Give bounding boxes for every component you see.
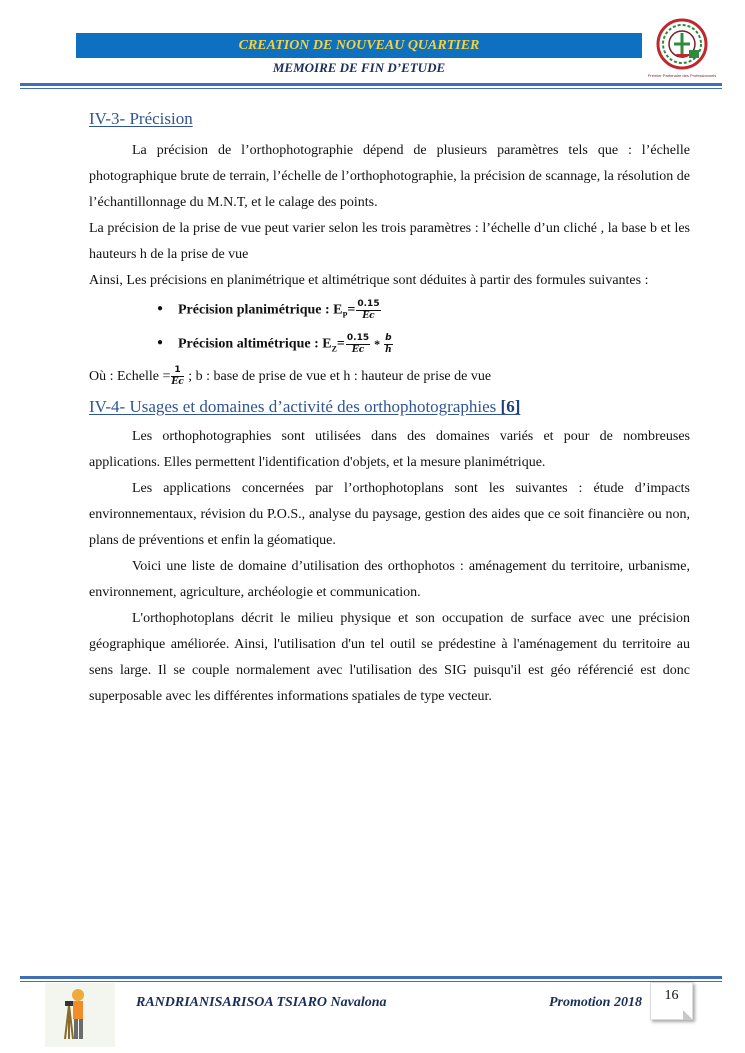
formula-operator: * (374, 337, 381, 351)
formula-label: Précision altimétrique : E (178, 336, 332, 352)
paragraph: La précision de la prise de vue peut varier selon les trois paramètres : l’échelle d’un cliché , la base b et les hauteurs h de la prise de vue (89, 221, 690, 262)
formula-fraction: $\frac{0.15}{Ec}$ (346, 333, 370, 355)
formula-planimetric (89, 294, 690, 326)
bullet-icon: ● (157, 337, 164, 348)
page-fold-icon (683, 1010, 693, 1020)
formula-fraction-bh: $\frac{b}{h}$ (385, 333, 392, 355)
footer-rule-thin (20, 981, 722, 982)
institution-logo-icon (640, 14, 724, 78)
formula-altimetric (89, 328, 690, 360)
header-rule (20, 83, 722, 86)
paragraph: Les orthophotographies sont utilisées dans des domaines variés et pour de nombreuses applications. Elles permettent l'identification d'objets, et la mesure planimétrique. (89, 429, 690, 470)
header-title-bar (76, 33, 642, 58)
footer-rule (20, 976, 722, 979)
citation-ref: [6] (500, 397, 521, 416)
legend-fraction: $\frac{1}{Ec}$ (171, 365, 184, 388)
paragraph: L'orthophotoplans décrit le milieu physique et son occupation de surface avec une précision géographique améliorée. Ainsi, l'utilisation d'un tel outil se prédestine à l'aménagement du territoire au sens large. Il se couple normalement avec l'utilisation des SIG puisqu'il est géo référencié est donc superposable avec les différentes informations spatiales de type vecteur. (89, 611, 690, 704)
paragraph: Les applications concernées par l’orthophotoplans sont les suivantes : étude d’impacts environnementaux, révision du P.O.S., analyse du paysage, gestion des aides que ce soit financière ou non, plans de préventions et enfin la géomatique. (89, 481, 690, 548)
header-subtitle: MEMOIRE DE FIN D’ETUDE (272, 60, 446, 75)
main-content (89, 108, 690, 710)
bullet-icon: ● (157, 303, 164, 314)
paragraph: Voici une liste de domaine d’utilisation des orthophotos : aménagement du territoire, urbanisme, environnement, agriculture, archéologie et communication. (89, 559, 690, 600)
formula-equals: = (336, 336, 345, 352)
formula-fraction: $\frac{0.15}{Ec}$ (357, 299, 380, 321)
section-heading-usages: IV-4- Usages et domaines d’activité des orthophotographies [6] (89, 397, 521, 416)
formula-subscript: P (342, 310, 348, 320)
header-rule-thin (20, 88, 722, 89)
page-number-box (650, 982, 693, 1020)
logo-caption: Premier Partenaire des Professionnels (647, 73, 717, 78)
footer-author: RANDRIANISARISOA TSIARO Navalona (136, 995, 387, 1010)
paragraph: Ainsi, Les précisions en planimétrique et altimétrique sont déduites à partir des formules suivantes : (89, 273, 649, 288)
page-number: 16 (664, 988, 679, 1003)
formula-subscript: Z (331, 344, 337, 354)
formula-legend: Où : Echelle = $\frac{1}{Ec}$ ; b : base de prise de vue et h : hauteur de prise de vue (89, 365, 492, 388)
surveyor-icon (45, 983, 115, 1047)
formula-label: Précision planimétrique : E (178, 302, 343, 318)
formula-equals: = (347, 302, 356, 318)
paragraph: La précision de l’orthophotographie dépend de plusieurs paramètres tels que : l’échelle photographique brute de terrain, l’échelle de l’orthophotographie, la précision de scannage, la résolution de l’échantillonnage du M.N.T, et le calage des points. (89, 143, 691, 210)
footer-promotion: Promotion 2018 (549, 995, 642, 1010)
header-title: CREATION DE NOUVEAU QUARTIER (238, 38, 480, 53)
section-heading-precision: IV-3- Précision (89, 109, 193, 128)
